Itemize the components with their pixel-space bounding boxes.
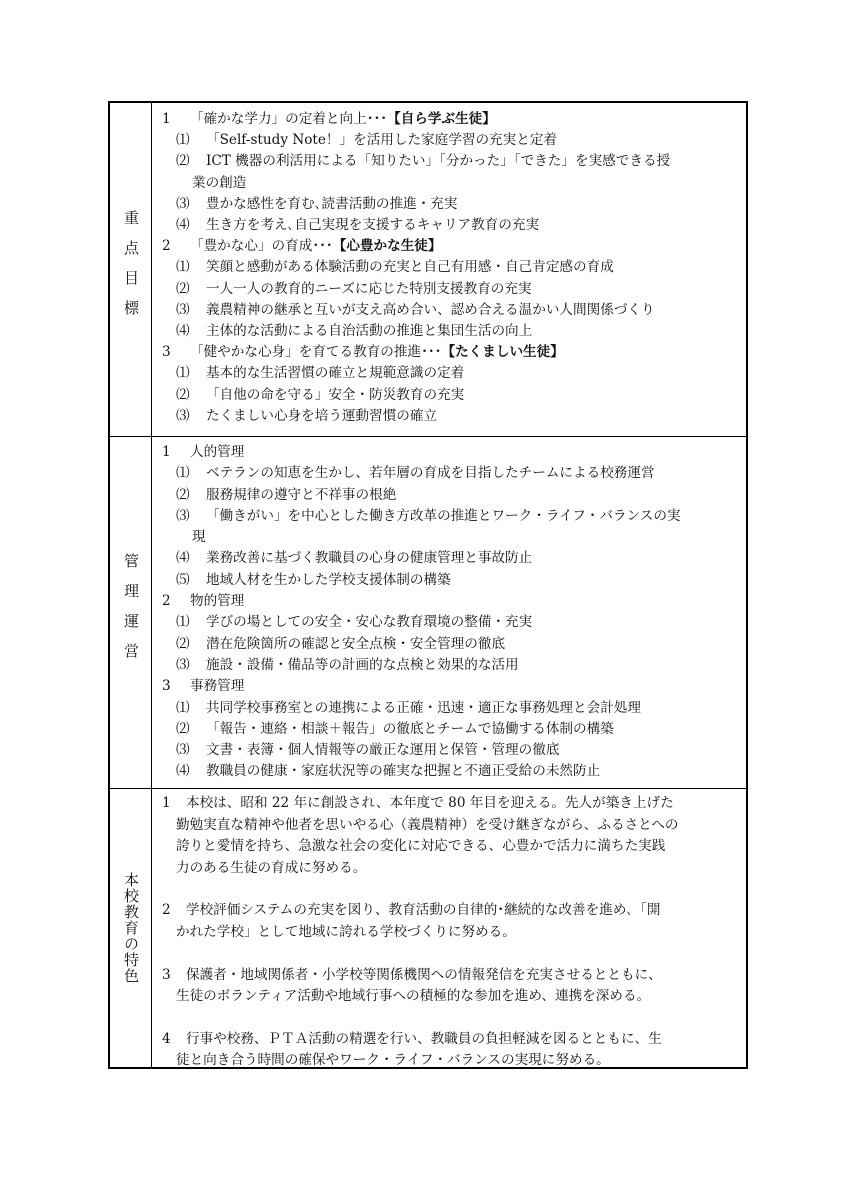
list-item bbox=[162, 194, 740, 215]
item-text: 豊かな感性を育む､読書活動の推進・充実 bbox=[206, 195, 458, 212]
paragraph-line: 誇りと愛情を持ち、急激な社会の変化に対応できる、心豊かで活力に満ちた実践 bbox=[176, 838, 666, 855]
item-number: ⑷ bbox=[176, 323, 190, 340]
heading-motto: 【たくましい生徒】 bbox=[441, 344, 564, 361]
item-number: ⑷ bbox=[176, 217, 190, 234]
item-number: ⑵ bbox=[176, 280, 190, 297]
feature-paragraph bbox=[162, 793, 740, 879]
list-item bbox=[162, 506, 740, 527]
item-text: 主体的な活動による自治活動の推進と集団生活の向上 bbox=[206, 323, 533, 340]
item-number: ⑵ bbox=[176, 153, 190, 170]
paragraph-number: 2 bbox=[162, 902, 171, 919]
management-heading bbox=[162, 676, 740, 697]
heading-motto: 【自ら学ぶ生徒】 bbox=[387, 111, 496, 127]
paragraph-line: かれた学校」として地域に誇れる学校づくりに努める。 bbox=[176, 923, 516, 940]
item-text: 基本的な生活習慣の確立と規範意識の定着 bbox=[206, 365, 465, 382]
item-number: ⑵ bbox=[176, 720, 190, 737]
item-text: 共同学校事務室との連携による正確・迅速・適正な事務処理と会計処理 bbox=[206, 699, 641, 716]
heading-text: 人的管理 bbox=[190, 444, 245, 460]
item-number: ⑴ bbox=[176, 614, 190, 631]
item-text: 地域人材を生かした学校支援体制の構築 bbox=[206, 571, 451, 588]
list-item bbox=[162, 548, 740, 569]
item-text: 「報告・連絡・相談＋報告」の徹底とチームで協働する体制の構築 bbox=[206, 720, 614, 737]
item-number: ⑶ bbox=[176, 742, 190, 759]
section-label-cell bbox=[110, 103, 152, 436]
item-number: ⑶ bbox=[176, 195, 190, 212]
item-text: 服務規律の遵守と不祥事の根絶 bbox=[206, 486, 397, 503]
paragraph-line: 学校評価システムの充実を図り、教育活動の自律的･継続的な改善を進め､「開 bbox=[186, 902, 661, 919]
item-number: ⑷ bbox=[176, 550, 190, 567]
list-item-continuation: 現 bbox=[192, 529, 206, 546]
feature-paragraph bbox=[162, 965, 740, 1008]
section-content bbox=[152, 437, 746, 788]
list-item bbox=[162, 634, 740, 655]
heading-text: 「確かな学力」の定着と向上･･･ bbox=[190, 111, 388, 127]
item-number: ⑷ bbox=[176, 763, 190, 780]
item-text: 学びの場としての安全・安心な教育環境の整備・充実 bbox=[206, 614, 533, 631]
item-text: 教職員の健康・家庭状況等の確実な把握と不適正受給の未然防止 bbox=[206, 763, 601, 780]
item-text: ベテランの知恵を生かし、若年層の育成を目指したチームによる校務運営 bbox=[206, 465, 655, 482]
heading-text: 事務管理 bbox=[190, 678, 245, 695]
list-item bbox=[162, 151, 740, 172]
paragraph-line: 力のある生徒の育成に努める。 bbox=[176, 859, 367, 876]
list-item bbox=[162, 257, 740, 278]
section-label-cell bbox=[110, 789, 152, 1067]
item-text: 義農精神の継承と互いが支え高め合い、認め合える温かい人間関係づくり bbox=[206, 301, 655, 318]
item-text: 一人一人の教育的ニーズに応じた特別支援教育の充実 bbox=[206, 280, 532, 297]
item-text: ICT 機器の利活用による「知りたい」「分かった」「できた」を実感できる授 bbox=[206, 153, 671, 170]
management-heading bbox=[162, 591, 740, 612]
list-item bbox=[162, 363, 740, 384]
paragraph-line: 本校は、昭和 22 年に創設され、本年度で 80 年目を迎える。先人が築き上げた bbox=[186, 795, 674, 811]
goal-heading bbox=[162, 236, 740, 257]
list-item bbox=[162, 300, 740, 321]
section-label: 重点目標 bbox=[122, 209, 140, 330]
heading-motto: 【心豊かな生徒】 bbox=[332, 238, 442, 255]
item-text: 生き方を考え､自己実現を支援するキャリア教育の充実 bbox=[206, 217, 540, 234]
school-policy-table bbox=[108, 101, 748, 1069]
item-number: ⑵ bbox=[176, 386, 190, 403]
item-text: 「自他の命を守る」安全・防災教育の充実 bbox=[206, 386, 465, 403]
item-text: 業務改善に基づく教職員の心身の健康管理と事故防止 bbox=[206, 550, 533, 567]
heading-number: 2 bbox=[162, 593, 171, 610]
goal-heading bbox=[162, 342, 740, 363]
paragraph-number: 4 bbox=[162, 1030, 171, 1047]
item-number: ⑶ bbox=[176, 656, 190, 673]
item-number: ⑶ bbox=[176, 407, 190, 424]
paragraph-number: 3 bbox=[162, 966, 171, 983]
heading-number: 3 bbox=[162, 344, 171, 361]
goal-heading bbox=[162, 109, 740, 130]
section-label: 管理運営 bbox=[122, 552, 140, 673]
paragraph-line: 生徒のボランティア活動や地域行事への積極的な参加を進め、連携を深める。 bbox=[176, 988, 651, 1005]
list-item-continuation: 業の創造 bbox=[192, 174, 247, 191]
section-content bbox=[152, 103, 746, 436]
item-number: ⑴ bbox=[176, 365, 190, 382]
list-item bbox=[162, 406, 740, 427]
item-number: ⑵ bbox=[176, 635, 190, 652]
heading-text: 物的管理 bbox=[190, 593, 245, 610]
feature-paragraph bbox=[162, 1029, 740, 1072]
item-number: ⑴ bbox=[176, 132, 190, 149]
paragraph-line: 保護者・地域関係者・小学校等関係機関への情報発信を充実させるとともに、 bbox=[186, 966, 662, 983]
item-text: たくましい心身を培う運動習慣の確立 bbox=[206, 407, 438, 424]
item-number: ⑸ bbox=[176, 571, 190, 588]
management-heading bbox=[162, 442, 740, 463]
section-school-features bbox=[110, 789, 746, 1067]
heading-number: 3 bbox=[162, 678, 171, 695]
paragraph-line: 勤勉実直な精神や他者を思いやる心（義農精神）を受け継ぎながら、ふるさとへの bbox=[176, 816, 679, 833]
item-text: 潜在危険箇所の確認と安全点検・安全管理の徹底 bbox=[206, 635, 506, 652]
list-item bbox=[162, 130, 740, 151]
item-number: ⑴ bbox=[176, 259, 190, 276]
section-priority-goals bbox=[110, 103, 746, 437]
heading-number: 1 bbox=[162, 111, 171, 127]
list-item bbox=[162, 385, 740, 406]
list-item bbox=[162, 740, 740, 761]
section-label-cell bbox=[110, 437, 152, 788]
section-label: 本校教育の特色 bbox=[122, 872, 140, 984]
heading-number: 2 bbox=[162, 238, 171, 255]
item-number: ⑶ bbox=[176, 507, 190, 524]
list-item bbox=[162, 570, 740, 591]
list-item bbox=[162, 463, 740, 484]
item-number: ⑴ bbox=[176, 465, 190, 482]
item-text: 「働きがい」を中心とした働き方改革の推進とワーク・ライフ・バランスの実 bbox=[206, 507, 681, 524]
heading-text: 「健やかな心身」を育てる教育の推進･･･ bbox=[190, 344, 442, 361]
list-item bbox=[162, 321, 740, 342]
heading-text: 「豊かな心」の育成･･･ bbox=[190, 238, 333, 255]
list-item bbox=[162, 612, 740, 633]
list-item bbox=[162, 485, 740, 506]
item-number: ⑴ bbox=[176, 699, 190, 716]
list-item bbox=[162, 761, 740, 782]
section-management bbox=[110, 437, 746, 789]
item-text: 施設・設備・備品等の計画的な点検と効果的な活用 bbox=[206, 656, 519, 673]
item-number: ⑵ bbox=[176, 486, 190, 503]
list-item bbox=[162, 698, 740, 719]
feature-paragraph bbox=[162, 900, 740, 943]
heading-number: 1 bbox=[162, 444, 171, 460]
item-text: 「Self-study Note！」を活用した家庭学習の充実と定着 bbox=[206, 132, 558, 149]
list-item bbox=[162, 655, 740, 676]
list-item bbox=[162, 719, 740, 740]
paragraph-line: 行事や校務、ＰＴＡ活動の精選を行い、教職員の負担軽減を図るとともに、生 bbox=[186, 1030, 662, 1047]
item-number: ⑶ bbox=[176, 301, 190, 318]
list-item bbox=[162, 279, 740, 300]
item-text: 文書・表簿・個人情報等の厳正な運用と保管・管理の徹底 bbox=[206, 742, 560, 759]
paragraph-line: 徒と向き合う時間の確保やワーク・ライフ・バランスの実現に努める。 bbox=[176, 1052, 610, 1069]
paragraph-number: 1 bbox=[162, 795, 171, 811]
section-content bbox=[152, 789, 746, 1067]
list-item bbox=[162, 215, 740, 236]
item-text: 笑顔と感動がある体験活動の充実と自己有用感・自己肯定感の育成 bbox=[206, 259, 614, 276]
